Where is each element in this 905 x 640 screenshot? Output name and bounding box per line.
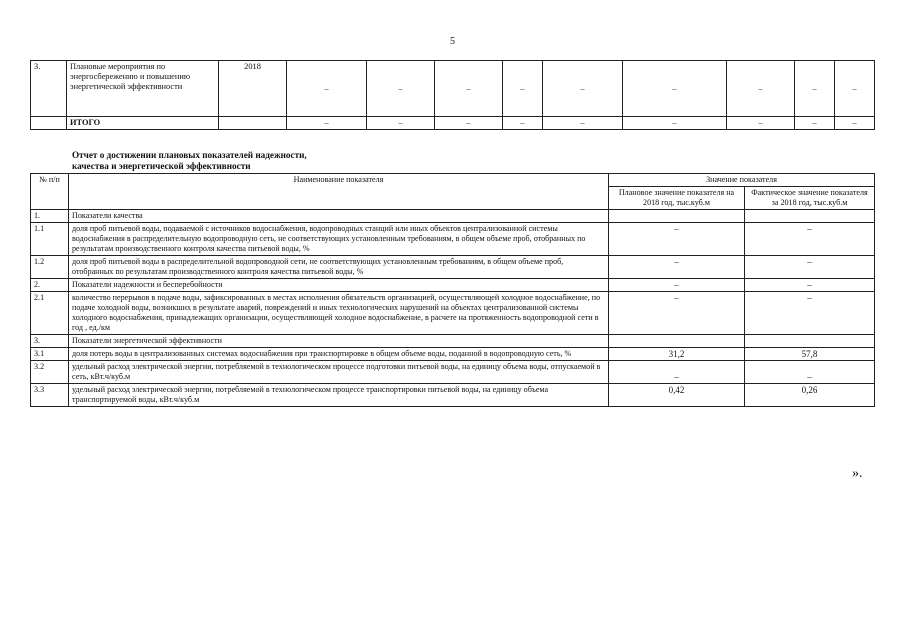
row-number: 2. — [31, 279, 69, 292]
measure-name: Плановые мероприятия по энергосбережению и повышению энергетической эффективности — [67, 61, 219, 117]
plan-value: – — [609, 361, 745, 384]
cell-value: – — [835, 117, 875, 130]
table-row — [31, 61, 875, 117]
cell-value: – — [543, 117, 623, 130]
measures-table — [30, 60, 875, 130]
header-indicator-name: Наименование показателя — [69, 174, 609, 210]
table-header-row — [31, 174, 875, 187]
indicator-name: доля проб питьевой воды в распределительной водопроводной сети, не соответствующих установленным требованиям, в общем объеме проб, отобранных по результатам производственного контроля качества питьевой воды, % — [69, 256, 609, 279]
plan-value: – — [609, 292, 745, 335]
closing-quote-mark: ». — [852, 466, 863, 481]
cell-value: – — [835, 61, 875, 117]
cell-value: – — [727, 117, 795, 130]
row-number: 1.2 — [31, 256, 69, 279]
total-label: ИТОГО — [67, 117, 219, 130]
table-row — [31, 292, 875, 335]
fact-value: 57,8 — [745, 348, 875, 361]
measure-year: 2018 — [219, 61, 287, 117]
plan-value: – — [609, 256, 745, 279]
measure-year — [219, 117, 287, 130]
cell-value: – — [435, 117, 503, 130]
table-row — [31, 335, 875, 348]
header-number: № п/п — [31, 174, 69, 210]
plan-value: – — [609, 223, 745, 256]
header-plan-value: Плановое значение показателя на 2018 год, тыс.куб.м — [609, 187, 745, 210]
cell-value: – — [287, 61, 367, 117]
plan-value — [609, 335, 745, 348]
header-value-group: Значение показателя — [609, 174, 875, 187]
fact-value — [745, 335, 875, 348]
table-row — [31, 361, 875, 384]
plan-value: 0,42 — [609, 384, 745, 407]
cell-value: – — [367, 117, 435, 130]
cell-value: – — [435, 61, 503, 117]
table-row — [31, 256, 875, 279]
table-row — [31, 210, 875, 223]
cell-value: – — [727, 61, 795, 117]
indicator-name: удельный расход электрической энергии, потребляемой в технологическом процессе подготовки питьевой воды, на единицу объема воды, отпускаемой в сеть, кВт.ч/куб.м — [69, 361, 609, 384]
cell-value: – — [367, 61, 435, 117]
cell-value: – — [623, 117, 727, 130]
fact-value: 0,26 — [745, 384, 875, 407]
indicator-name: Показатели энергетической эффективности — [69, 335, 609, 348]
indicator-name: количество перерывов в подаче воды, зафиксированных в местах исполнения обязательств организацией, осуществляющей холодное водоснабжение, по подаче холодной воды, возникших в результате аварий, повреждений и иных технологических нарушений на объектах централизованной системы холодного водоснабжения, принадлежащих организации, осуществляющей холодное водоснабжение, в расчете на протяженность водопроводной сети в год , ед./км — [69, 292, 609, 335]
table-row — [31, 117, 875, 130]
plan-value — [609, 210, 745, 223]
cell-value: – — [287, 117, 367, 130]
fact-value: – — [745, 361, 875, 384]
plan-value: 31,2 — [609, 348, 745, 361]
cell-value: – — [503, 117, 543, 130]
header-fact-value: Фактическое значение показателя за 2018 год, тыс.куб.м — [745, 187, 875, 210]
row-number: 3.3 — [31, 384, 69, 407]
page-number: 5 — [450, 36, 455, 47]
report-title — [72, 150, 307, 172]
row-number — [31, 117, 67, 130]
row-number: 3.1 — [31, 348, 69, 361]
cell-value: – — [795, 117, 835, 130]
fact-value: – — [745, 223, 875, 256]
indicator-name: доля проб питьевой воды, подаваемой с источников водоснабжения, водопроводных станций или иных объектов централизованной системы водоснабжения в распределительную водопроводную сеть, не соответствующих установленным требованиям, в общем объеме проб, отобранных по результатам производственного контроля качества питьевой воды, % — [69, 223, 609, 256]
table-row — [31, 384, 875, 407]
row-number: 1.1 — [31, 223, 69, 256]
row-number: 1. — [31, 210, 69, 223]
report-title-line: качества и энергетической эффективности — [72, 161, 251, 171]
row-number: 3.2 — [31, 361, 69, 384]
table-row — [31, 279, 875, 292]
indicator-name: доля потерь воды в централизованных системах водоснабжения при транспортировке в общем объеме воды, поданной в водопроводную сеть, % — [69, 348, 609, 361]
indicator-name: Показатели качества — [69, 210, 609, 223]
table-row — [31, 223, 875, 256]
report-title-line: Отчет о достижении плановых показателей надежности, — [72, 150, 307, 160]
table-row — [31, 348, 875, 361]
indicators-table — [30, 173, 875, 407]
fact-value: – — [745, 292, 875, 335]
indicator-name: удельный расход электрической энергии, потребляемой в технологическом процессе транспортировки питьевой воды, на единицу объема транспортируемой воды, кВт.ч/куб.м — [69, 384, 609, 407]
fact-value: – — [745, 256, 875, 279]
cell-value: – — [543, 61, 623, 117]
indicator-name: Показатели надежности и бесперебойности — [69, 279, 609, 292]
cell-value: – — [795, 61, 835, 117]
cell-value: – — [503, 61, 543, 117]
fact-value — [745, 210, 875, 223]
cell-value: – — [623, 61, 727, 117]
row-number: 2.1 — [31, 292, 69, 335]
fact-value: – — [745, 279, 875, 292]
row-number: 3. — [31, 61, 67, 117]
row-number: 3. — [31, 335, 69, 348]
plan-value: – — [609, 279, 745, 292]
